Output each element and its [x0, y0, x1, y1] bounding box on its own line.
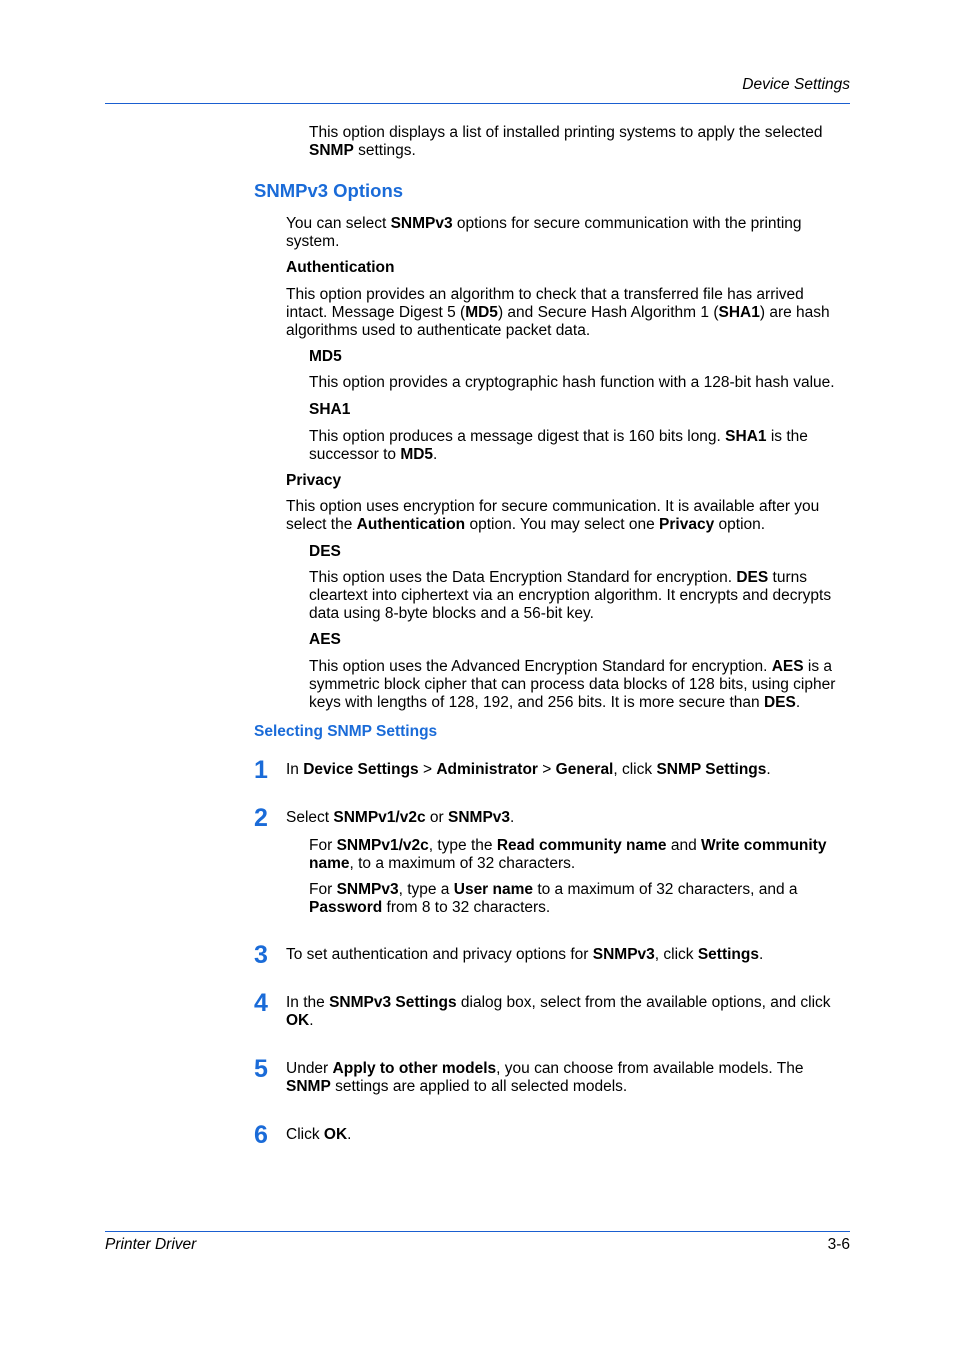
snmpv3-paragraph: You can select SNMPv3 options for secure communication with the printing system. — [286, 215, 802, 250]
aes-paragraph: This option uses the Advanced Encryption Standard for encryption. AES is a symmetric block cipher that can process data blocks of 128 bits, using cipher keys with lengths of 128, 192, and 256 bits. It is more secure than DES. — [309, 658, 836, 711]
step-subparagraph: For SNMPv1/v2c, type the Read community name and Write community name, to a maximum of 32 characters. — [309, 837, 827, 872]
footer-rule — [105, 1231, 850, 1232]
step-text: In Device Settings > Administrator > General, click SNMP Settings. — [286, 761, 771, 778]
step-text: To set authentication and privacy options for SNMPv3, click Settings. — [286, 946, 764, 963]
step-number: 3 — [254, 941, 268, 969]
step-text: Under Apply to other models, you can choose from available models. The SNMP settings are applied to all selected models. — [286, 1060, 804, 1095]
des-heading: DES — [309, 543, 341, 560]
section-heading-snmpv3: SNMPv3 Options — [254, 180, 404, 201]
privacy-heading: Privacy — [286, 472, 342, 489]
des-paragraph: This option uses the Data Encryption Standard for encryption. DES turns cleartext into ciphertext via an encryption algorithm. It encrypts and decrypts data using 8-byte blocks and a 56-bit key. — [309, 569, 832, 622]
subsection-heading-selecting: Selecting SNMP Settings — [254, 723, 438, 740]
step-number: 1 — [254, 756, 268, 784]
footer-title: Printer Driver — [105, 1236, 197, 1253]
authentication-paragraph: This option provides an algorithm to check that a transferred file has arrived intact. Message Digest 5 (MD5) and Secure Hash Algorithm 1 (SHA1) are hash algorithms used to authenticate packet data. — [286, 286, 830, 339]
running-header: Device Settings — [742, 76, 850, 93]
page-number: 3-6 — [827, 1236, 850, 1253]
step-text: In the SNMPv3 Settings dialog box, select from the available options, and click OK. — [286, 994, 831, 1029]
step-text: Click OK. — [286, 1126, 352, 1143]
step-number: 2 — [254, 804, 268, 832]
authentication-heading: Authentication — [286, 259, 395, 276]
step-text: Select SNMPv1/v2c or SNMPv3. — [286, 809, 515, 826]
md5-heading: MD5 — [309, 348, 342, 365]
intro-paragraph: This option displays a list of installed printing systems to apply the selected SNMP settings. — [309, 124, 823, 159]
step-subparagraph: For SNMPv3, type a User name to a maximum of 32 characters, and a Password from 8 to 32 characters. — [309, 881, 798, 916]
sha1-heading: SHA1 — [309, 401, 351, 418]
step-number: 6 — [254, 1121, 268, 1149]
aes-heading: AES — [309, 631, 341, 648]
md5-paragraph: This option provides a cryptographic hash function with a 128-bit hash value. — [309, 374, 835, 391]
sha1-paragraph: This option produces a message digest that is 160 bits long. SHA1 is the successor to MD5. — [309, 428, 808, 463]
header-rule — [105, 103, 850, 104]
privacy-paragraph: This option uses encryption for secure communication. It is available after you select the Authentication option. You may select one Privacy option. — [286, 498, 820, 533]
step-number: 5 — [254, 1055, 268, 1083]
step-number: 4 — [254, 989, 268, 1017]
